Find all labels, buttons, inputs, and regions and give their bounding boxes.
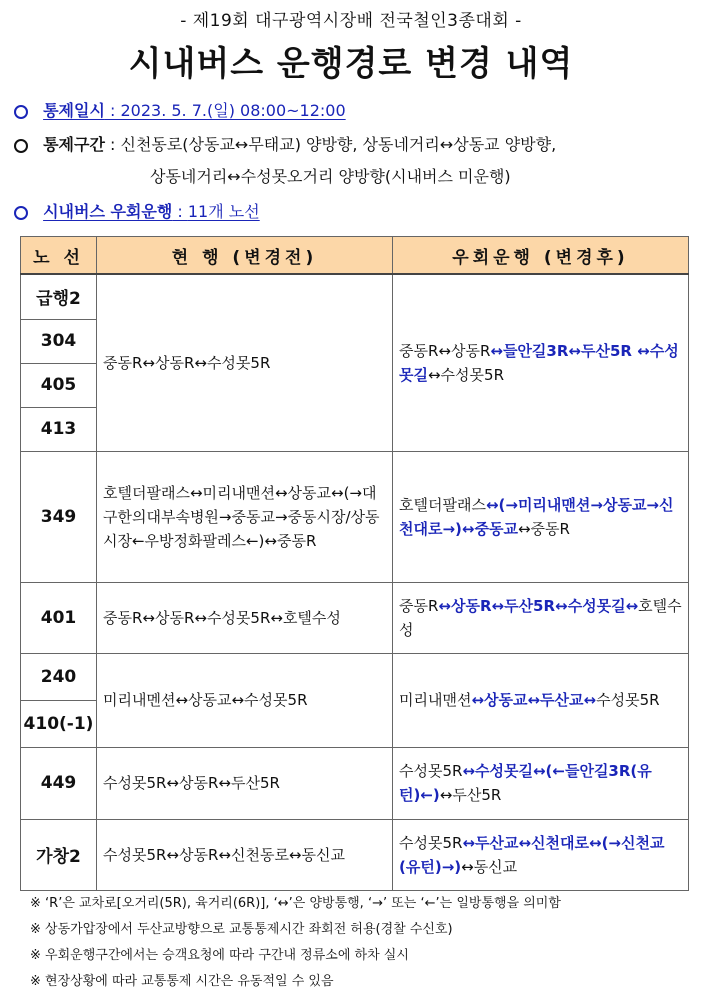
detour-segment: 수성못5R [596,691,660,709]
control-section-line1: 신천동로(상동교↔무태교) 양방향, 상동네거리↔상동교 양방향, [120,135,557,154]
footnote: ※ 우회운행구간에서는 승객요청에 따라 구간내 정류소에 하차 실시 [30,948,409,963]
detour-segment: 호텔더팔래스 [399,495,486,514]
route-number: 240 [21,653,97,700]
current-route: 중동R↔상동R↔수성못5R↔호텔수성 [97,582,393,653]
header-after: 우회운행 (변경후) [393,237,689,275]
detour-segment: ↔수성못5R [427,365,504,384]
detour-route [393,274,689,451]
current-route: 호텔더팔래스↔미리내맨션↔상동교↔(→대구한의대부속병원→중동교→중동시장/상동시장←우방정화팔레스←)↔중동R [97,451,393,582]
detour-route [393,451,689,582]
header-current: 현 행 (변경전) [97,237,393,275]
control-section-label: 통제구간 [43,135,105,154]
control-section-row: 통제구간 : 신천동로(상동교↔무태교) 양방향, 상동네거리↔상동교 양방향, [14,132,556,155]
page-title: 시내버스 운행경로 변경 내역 [128,44,574,84]
detour-value: 11개 노선 [187,202,260,221]
detour-segment: 중동R↔상동R [399,341,491,360]
detour-segment: 수성못5R [399,833,463,852]
current-route: 수성못5R↔상동R↔신천동로↔동신교 [97,819,393,890]
footnote: ※ 현장상황에 따라 교통통제 시간은 유동적일 수 있음 [30,974,334,989]
footnote: ※ ‘R’은 교차로[오거리(5R), 육거리(6R)], ‘↔’은 양방통행, ‘→’ 또는 ‘←’는 일방통행을 의미함 [30,896,561,911]
detour-segment-changed: ↔(→미리내맨션→상동교→신천대로→)↔중동교 [399,495,674,538]
detour-segment-changed: ↔들안길3R↔두산5R ↔수성못길 [399,341,679,384]
detour-segment: ↔중동R [517,519,570,538]
control-date-row: 통제일시 : 2023. 5. 7.(일) 08:00~12:00 [14,98,346,121]
control-date-value: 2023. 5. 7.(일) 08:00~12:00 [120,101,346,120]
circle-bullet-icon [14,139,28,153]
detour-row: 시내버스 우회운행 : 11개 노선 [14,199,260,222]
table-row [21,819,689,890]
route-number: 449 [21,747,97,819]
route-number: 401 [21,582,97,653]
current-route: 중동R↔상동R↔수성못5R [97,274,393,451]
route-change-table [20,236,689,891]
table-row [21,582,689,653]
event-subtitle: - 제19회 대구광역시장배 전국철인3종대회 - [180,11,522,31]
detour-segment: 수성못5R [399,762,463,780]
route-number: 304 [21,319,97,363]
current-route: 미리내멘션↔상동교↔수성못5R [97,653,393,747]
route-number: 가창2 [21,819,97,890]
route-number: 410(-1) [21,700,97,747]
control-date-label: 통제일시 [43,101,105,120]
route-number: 349 [21,451,97,582]
detour-route [393,653,689,747]
detour-segment-changed: ↔수성못길↔(←들안길3R(유턴)←) [399,762,652,804]
detour-segment-changed: ↔상동R↔두산5R↔수성못길↔ [438,596,639,615]
detour-segment: 미리내맨션 [399,691,472,709]
detour-segment-changed: ↔두산교↔신천대로↔(→신천교(유턴)→) [399,833,665,876]
current-route: 수성못5R↔상동R↔두산5R [97,747,393,819]
table-row [21,451,689,582]
header-route: 노 선 [21,237,97,275]
table-row [21,653,689,700]
table-row [21,747,689,819]
footnotes [30,891,561,995]
detour-segment-changed: ↔상동교↔두산교↔ [471,691,597,709]
control-section-line2: 상동네거리↔수성못오거리 양방향(시내버스 미운행) [150,167,511,186]
route-number: 405 [21,363,97,407]
table-header-row [21,237,689,275]
detour-route [393,819,689,890]
detour-label: 시내버스 우회운행 [43,202,173,221]
footnote: ※ 상동가압장에서 두산교방향으로 교통통제시간 좌회전 허용(경찰 수신호) [30,922,453,937]
circle-bullet-icon [14,105,28,119]
detour-segment: 중동R [399,596,439,615]
route-number: 413 [21,407,97,451]
route-number: 급행2 [21,274,97,319]
table-row [21,274,689,319]
detour-segment: 호텔수성 [399,596,682,639]
detour-route [393,582,689,653]
circle-bullet-icon [14,206,28,220]
detour-segment: ↔동신교 [461,857,518,876]
detour-segment: ↔두산5R [439,786,502,804]
detour-route [393,747,689,819]
